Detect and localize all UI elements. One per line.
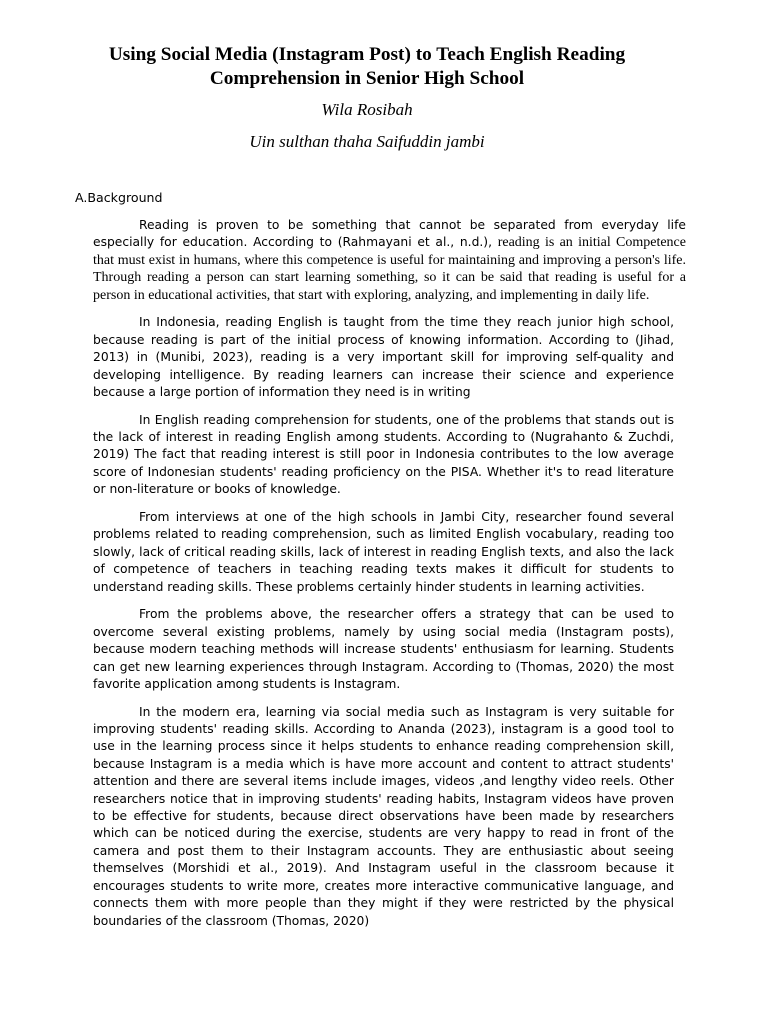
author-affiliation: Uin sulthan thaha Saifuddin jambi: [249, 132, 485, 151]
paragraph-4: From interviews at one of the high schools in Jambi City, researcher found several problems related to reading comprehension, such as limited English vocabulary, reading too slowly, lack of critical reading skills, lack of interest in reading English texts, and also the lack of competence of teachers in teaching reading texts makes it difficult for students to understand reading skills. These problems certainly hinder students in learning activities.: [93, 509, 674, 594]
paragraph-1-rest: reading is an initial Competence that must exist in humans, where this competence is useful for maintaining and improving a person's life. Through reading a person can start learning something, so it can be said that reading is useful for a person in educational activities, that start with exploring, analyzing, and implementing in daily life.: [93, 235, 686, 303]
paragraph-5: From the problems above, the researcher offers a strategy that can be used to overcome several existing problems, namely by using social media (Instagram posts), because modern teaching methods will increase students' enthusiasm for learning. Students can get new learning experiences through Instagram. According to (Thomas, 2020) the most favorite application among students is Instagram.: [93, 607, 674, 691]
paragraph-6: In the modern era, learning via social media such as Instagram is very suitable for improving students' reading skills. According to Ananda (2023), instagram is a good tool to use in the learning process since it helps students to enhance reading comprehension skill, because Instagram is a media which is have more account and content to attract students' attention and there are several items include images, videos ,and lengthy video reels. Other researchers notice that in improving students' reading habits, Instagram videos have proven to be effective for students, because direct observations have been made by researchers which can be noticed during the exercise, students are very happy to read in front of the camera and post them to their Instagram accounts. They are enthusiastic about seeing themselves (Morshidi et al., 2019). And Instagram useful in the classroom because it encourages students to write more, creates more interactive communicative language, and connects them with more people than they might if they were restricted by the physical boundaries of the classroom (Thomas, 2020): [93, 704, 674, 928]
section-heading: A.Background: [75, 190, 163, 205]
paragraph-2: In Indonesia, reading English is taught from the time they reach junior high school, because reading is part of the initial process of knowing information. According to (Jihad, 2013) in (Munibi, 2023), reading is a very important skill for improving self-quality and developing intelligence. By reading learners can increase their science and experience because a large portion of information they need is in writing: [93, 315, 674, 399]
paragraph-1-start: Reading is proven to be something that cannot be separated from everyday life especially for education. According to (Rahmayani et al., n.d.),: [93, 218, 686, 250]
paper-title: Using Social Media (Instagram Post) to Teach English Reading Comprehension in Senior High School: [108, 44, 626, 89]
body-text: [93, 217, 686, 940]
author-name: Wila Rosibah: [321, 100, 413, 119]
paragraph-1: [93, 217, 686, 304]
paragraph-3: In English reading comprehension for students, one of the problems that stands out is the lack of interest in reading English among students. According to (Nugrahanto & Zuchdi, 2019) The fact that reading interest is still poor in Indonesia contributes to the low average score of Indonesian students' reading proficiency on the PISA. Whether it's to read literature or non-literature or books of knowledge.: [93, 412, 674, 497]
